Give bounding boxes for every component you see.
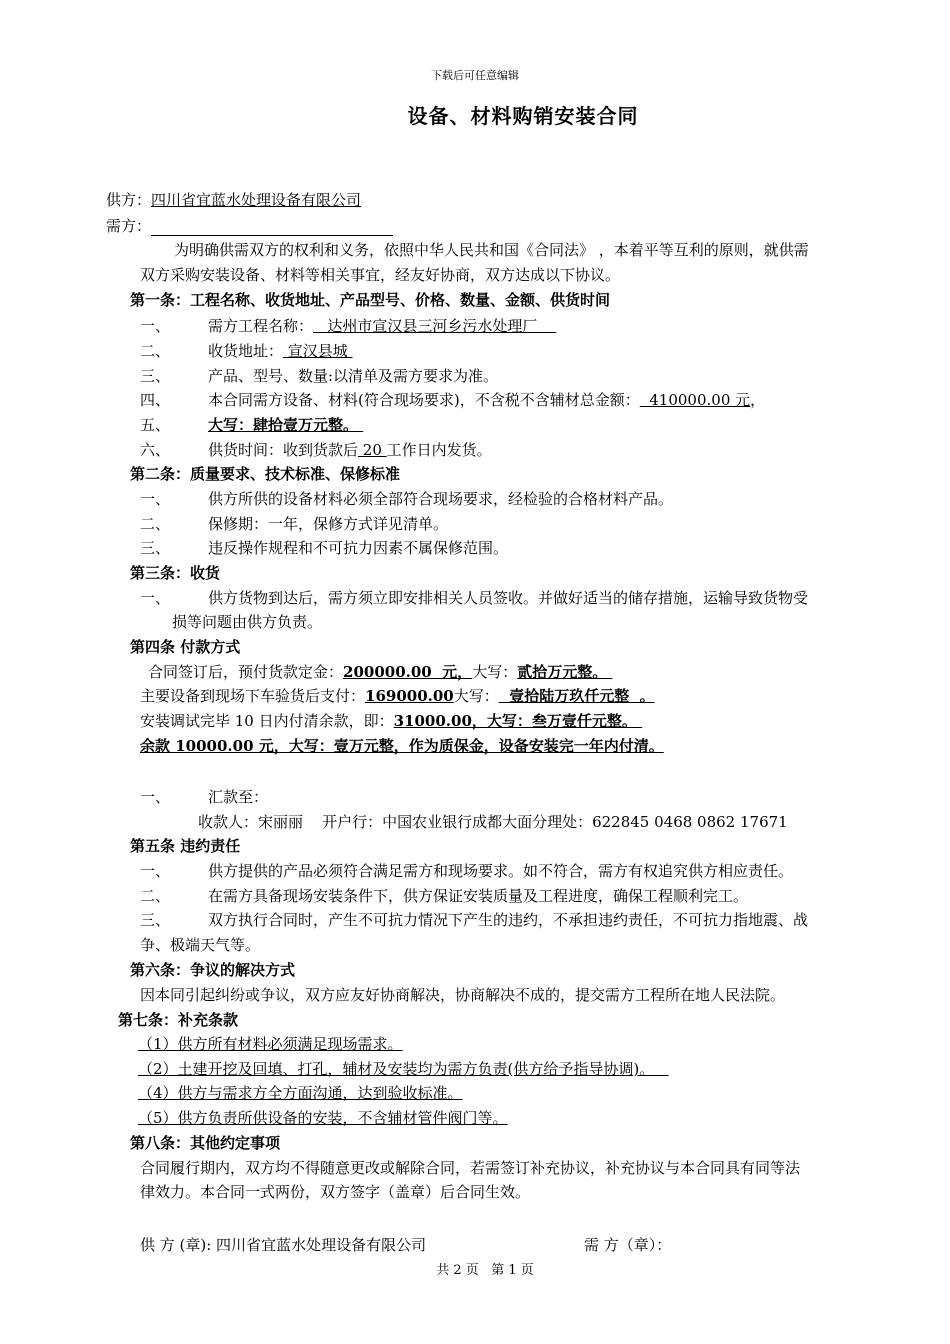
payment-delivery: 主要设备到现场下车验货后支付：169000.00大写： 壹拾陆万玖仟元整 。 — [140, 687, 655, 705]
article7-heading: 第七条：补充条款 — [118, 1011, 239, 1029]
intro-line-1: 为明确供需双方的权利和义务，依照中华人民共和国《合同法》 ，本着平等互利的原则，就供需 — [174, 241, 809, 259]
article5-heading: 第五条 违约责任 — [130, 837, 241, 855]
supplier-name: 四川省宜蓝水处理设备有限公司 — [151, 191, 362, 209]
signature-buyer: 需 方（章）： — [584, 1236, 672, 1254]
article8-line-2: 律效力。本合同一式两份，双方签字（盖章）后合同生效。 — [140, 1183, 531, 1201]
intro-line-2: 双方采购安装设备、材料等相关事宜，经友好协商，双方达成以下协议。 — [140, 266, 621, 284]
payment-retention: 余款 10000.00 元，大写：壹万元整，作为质保金，设备安装完一年内付清。 — [140, 737, 664, 755]
article1-item-5: 五、 大写：肆拾壹万元整。 — [140, 416, 364, 434]
supplier-label: 供方： — [106, 191, 152, 209]
article2-item-1: 一、 供方所供的设备材料必须全部符合现场要求，经检验的合格材料产品。 — [140, 490, 674, 508]
page-title: 设备、材料购销安装合同 — [407, 104, 639, 128]
header-note: 下载后可任意编辑 — [431, 69, 519, 82]
article1-item-4: 四、 本合同需方设备、材料(符合现场要求)，不含税不含辅材总金额： 410000.00 元， — [140, 391, 766, 409]
article6-heading: 第六条：争议的解决方式 — [130, 961, 296, 979]
article5-item-1: 一、 供方提供的产品必须符合满足需方和现场要求。如不符合，需方有权追究供方相应责任。 — [140, 862, 794, 880]
article2-item-2: 二、 保修期：一年，保修方式详见清单。 — [140, 515, 449, 533]
article5-item-3-cont: 争、极端天气等。 — [140, 936, 261, 954]
remit-line: 一、 汇款至： — [140, 788, 269, 806]
buyer-label: 需方： — [106, 217, 152, 235]
article3-line-2: 损等问题由供方负责。 — [172, 613, 323, 631]
buyer-blank — [151, 219, 393, 236]
article3-line-1: 一、 供方货物到达后，需方须立即安排相关人员签收。并做好适当的储存措施，运输导致货物受 — [140, 589, 809, 607]
signature-supplier: 供 方 (章): 四川省宜蓝水处理设备有限公司 — [140, 1236, 427, 1254]
article5-item-3: 三、 双方执行合同时，产生不可抗力情况下产生的违约，不承担违约责任，不可抗力指地震、战 — [140, 911, 809, 929]
article8-line-1: 合同履行期内，双方均不得随意更改或解除合同，若需签订补充协议，补充协议与本合同具有同等法 — [140, 1159, 801, 1177]
article2-heading: 第二条：质量要求、技术标准、保修标准 — [130, 465, 401, 483]
supplement-item-4: （4）供方与需求方全方面沟通，达到验收标准。 — [138, 1084, 463, 1102]
article1-heading: 第一条：工程名称、收货地址、产品型号、价格、数量、金额、供货时间 — [130, 291, 611, 309]
buyer-line — [106, 216, 393, 236]
article5-item-2: 二、 在需方具备现场安装条件下，供方保证安装质量及工程进度，确保工程顺利完工。 — [140, 887, 749, 905]
supplier-line — [106, 190, 361, 210]
remit-detail: 收款人：宋丽丽 开户行：中国农业银行成都大面分理处：622845 0468 0862 17671 — [198, 813, 788, 831]
payment-deposit: 合同签订后，预付货款定金：200000.00 元，大写：贰拾万元整。 — [148, 663, 613, 681]
article1-item-2: 二、 收货地址： 宣汉县城 — [140, 342, 353, 360]
supplement-item-5: （5）供方负责所供设备的安装，不含辅材管件阀门等。 — [138, 1109, 508, 1127]
article3-heading: 第三条：收货 — [130, 564, 221, 582]
article6-text: 因本同引起纠纷或争议，双方应友好协商解决，协商解决不成的，提交需方工程所在地人民法院。 — [140, 986, 786, 1004]
supplement-item-1: （1）供方所有材料必须满足现场需求。 — [138, 1035, 403, 1053]
article1-item-6: 六、 供货时间：收到货款后 20 工作日内发货。 — [140, 441, 492, 459]
article4-heading: 第四条 付款方式 — [130, 638, 241, 656]
article8-heading: 第八条：其他约定事项 — [130, 1134, 281, 1152]
supplement-item-2: （2）土建开挖及回填、打孔，辅材及安装均为需方负责(供方给予指导协调)。 — [138, 1060, 669, 1078]
payment-balance: 安装调试完毕 10 日内付清余款，即：31000.00，大写：叁万壹仟元整。 — [140, 712, 643, 730]
page-footer: 共 2 页 第 1 页 — [436, 1263, 534, 1278]
article2-item-3: 三、 违反操作规程和不可抗力因素不属保修范围。 — [140, 539, 509, 557]
article1-item-3: 三、 产品、型号、数量:以清单及需方要求为准。 — [140, 367, 499, 385]
article1-item-1: 一、 需方工程名称： 达州市宣汉县三河乡污水处理厂 — [140, 317, 557, 335]
